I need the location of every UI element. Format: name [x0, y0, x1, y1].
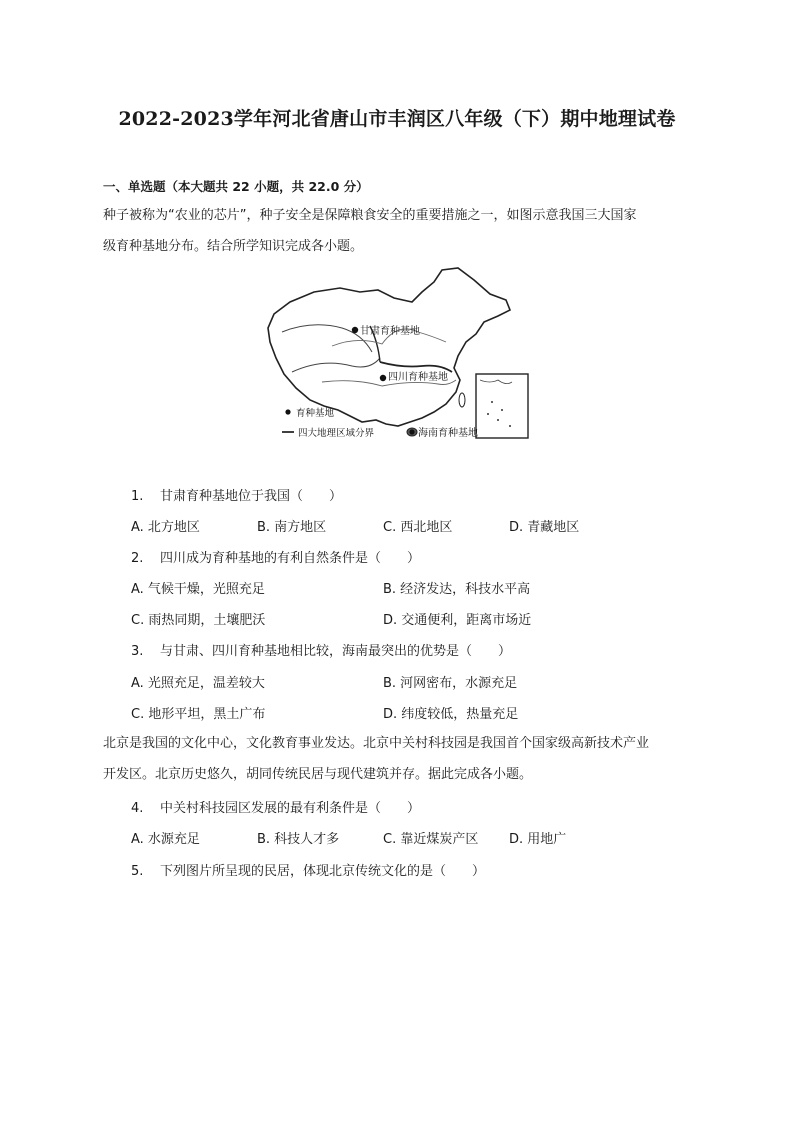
q2-option-a[interactable]: A. 气候干燥，光照充足: [131, 582, 265, 597]
china-outline: [268, 268, 510, 426]
northwest-region-boundary: [282, 325, 372, 352]
qinghai-tibet-boundary: [292, 358, 380, 372]
question-number: 4.: [131, 801, 144, 816]
gansu-label: 甘肃育种基地: [360, 326, 420, 337]
inset-island-dot: [509, 425, 511, 427]
question-text: 中关村科技园区发展的最有利条件是（ ）: [159, 801, 420, 816]
q2-option-d[interactable]: D. 交通便利，距离市场近: [383, 613, 532, 628]
sichuan-label: 四川育种基地: [388, 372, 448, 383]
passage-2: [103, 728, 699, 790]
legend-base-label: 育种基地: [296, 408, 335, 419]
question-number: 3.: [131, 644, 144, 659]
q3-option-d[interactable]: D. 纬度较低，热量充足: [383, 707, 519, 722]
legend-boundary-label: 四大地理区域分界: [298, 428, 375, 439]
question-number: 2.: [131, 551, 144, 566]
q1-option-a[interactable]: A. 北方地区: [131, 520, 200, 535]
question-1: [131, 485, 342, 504]
inset-island-dot: [497, 419, 499, 421]
q1-option-d[interactable]: D. 青藏地区: [509, 520, 580, 535]
q4-option-a[interactable]: A. 水源充足: [131, 832, 200, 847]
qinling-huaihe-line: [380, 362, 452, 372]
gansu-base-point: [352, 327, 358, 333]
passage-2-line-1: 北京是我国的文化中心，文化教育事业发达。北京中关村科技园是我国首个国家级高新技术产业: [103, 736, 650, 751]
section-header: 一、单选题（本大题共 22 小题，共 22.0 分）: [103, 179, 369, 194]
hainan-base-point: [409, 429, 414, 434]
question-4: [131, 797, 420, 816]
passage-1-line-2: 级育种基地分布。结合所学知识完成各小题。: [103, 239, 364, 254]
hainan-label: 海南育种基地: [418, 428, 478, 439]
q1-option-b[interactable]: B. 南方地区: [257, 520, 327, 535]
inset-coastline: [480, 380, 512, 384]
page-title: 2022-2023学年河北省唐山市丰润区八年级（下）期中地理试卷: [118, 108, 676, 130]
south-china-sea-inset: [476, 374, 528, 438]
question-text: 与甘肃、四川育种基地相比较，海南最突出的优势是（ ）: [159, 644, 511, 659]
q4-option-b[interactable]: B. 科技人才多: [257, 832, 340, 847]
inset-island-dot: [491, 401, 493, 403]
inset-island-dot: [501, 409, 503, 411]
passage-1: [103, 200, 699, 262]
taiwan-island: [459, 393, 465, 407]
passage-1-line-1: 种子被称为“农业的芯片”，种子安全是保障粮食安全的重要措施之一，如图示意我国三大国家: [103, 208, 637, 223]
q1-option-c[interactable]: C. 西北地区: [383, 520, 453, 535]
legend-base-symbol: [285, 409, 290, 414]
question-text: 甘肃育种基地位于我国（ ）: [159, 489, 342, 504]
question-2: [131, 547, 420, 566]
inset-island-dot: [487, 413, 489, 415]
passage-2-line-2: 开发区。北京历史悠久，胡同传统民居与现代建筑并存。据此完成各小题。: [103, 767, 533, 782]
q3-option-b[interactable]: B. 河网密布，水源充足: [383, 676, 518, 691]
q3-option-a[interactable]: A. 光照充足，温差较大: [131, 676, 265, 691]
question-3: [131, 640, 511, 659]
q2-option-c[interactable]: C. 雨热同期，土壤肥沃: [131, 613, 266, 628]
china-seed-base-map: [262, 262, 534, 444]
q3-option-c[interactable]: C. 地形平坦，黑土广布: [131, 707, 266, 722]
question-number: 1.: [131, 489, 144, 504]
q4-option-c[interactable]: C. 靠近煤炭产区: [383, 832, 479, 847]
question-5: [131, 860, 485, 879]
question-number: 5.: [131, 864, 144, 879]
q2-option-b[interactable]: B. 经济发达，科技水平高: [383, 582, 531, 597]
question-text: 下列图片所呈现的民居，体现北京传统文化的是（ ）: [159, 864, 485, 879]
q4-option-d[interactable]: D. 用地广: [509, 832, 567, 847]
sichuan-base-point: [380, 375, 386, 381]
question-text: 四川成为育种基地的有利自然条件是（ ）: [159, 551, 420, 566]
